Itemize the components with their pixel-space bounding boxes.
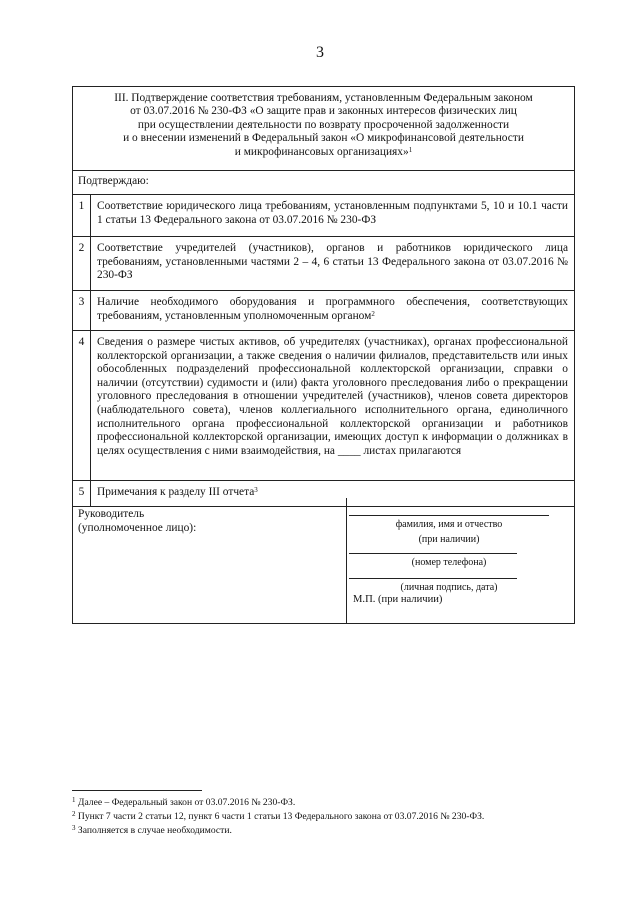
name-caption (349, 519, 549, 546)
phone-field-line[interactable] (349, 553, 517, 554)
signature-divider (346, 498, 347, 624)
item-number: 3 (73, 291, 91, 331)
table-row (73, 331, 574, 481)
section-heading-line-text: и микрофинансовых организациях» (234, 145, 409, 158)
name-caption-line: фамилия, имя и отчество (395, 519, 503, 530)
footnote-ref: 3 (254, 486, 258, 494)
footnote-ref: 1 (408, 145, 413, 154)
footnote (72, 810, 572, 824)
item-text-body: Наличие необходимого оборудования и программного обеспечения, соответствующих требованиям, установленным уполномоченным органом (97, 296, 568, 322)
item-number: 2 (73, 237, 91, 291)
footnote-text: Далее – Федеральный закон от 03.07.2016 № 230-ФЗ. (77, 797, 296, 808)
phone-caption: (номер телефона) (411, 557, 487, 568)
item-text (91, 291, 575, 331)
item-text (91, 237, 575, 291)
signatory-label (78, 508, 196, 535)
item-text (91, 331, 575, 481)
footnote-text: Пункт 7 части 2 статьи 12, пункт 6 части 1 статьи 13 Федерального закона от 03.07.2016 № 230-ФЗ. (77, 811, 485, 822)
item-text-body: Соответствие юридического лица требованиям, установленным подпунктами 5, 10 и 10.1 части 1 статьи 13 Федерального закона от 03.07.2016 № 230-ФЗ (97, 200, 568, 226)
footnote-ref: 2 (371, 309, 375, 318)
item-number: 4 (73, 331, 91, 481)
footnote-mark: 2 (72, 810, 76, 818)
section-heading-line: и о внесении изменений в Федеральный закон «О микрофинансовой деятельности (123, 132, 524, 145)
footnote-mark: 3 (72, 824, 76, 832)
section-heading-line: при осуществлении деятельности по возврату просроченной задолженности (137, 118, 510, 131)
confirm-label: Подтверждаю: (78, 175, 149, 187)
item-text (91, 195, 575, 237)
section-heading-line: от 03.07.2016 № 230-ФЗ «О защите прав и законных интересов физических лиц (130, 105, 517, 118)
table-row (73, 195, 574, 237)
item-text-body: Сведения о размере чистых активов, об учредителях (участниках), органах профессиональной коллекторской организации, а также сведения о наличии филиалов, представительств или иных обособленных подразделений профессиональной коллекторской организации, справки о наличии (отсутствии) судимости и (или) факта уголовного преследования либо о прекращении уголовного преследования в отношении учредителей (участников), членов совета директоров (наблюдательного совета), членов коллегиального исполнительного органа, единоличного исполнительного органа профессиональной коллекторской организации и работников профессиональной коллекторской организации, имеющих доступ к информации о должниках в целях осуществления с ними взаимодействия, на ____ листах прилагаются (97, 336, 568, 457)
item-number: 1 (73, 195, 91, 237)
page-number: 3 (316, 44, 324, 61)
footnote (72, 824, 572, 838)
signature-caption: (личная подпись, дата) (400, 582, 498, 593)
signature-field-line[interactable] (349, 578, 517, 579)
confirmation-items-table (73, 194, 574, 507)
item-number: 5 (73, 481, 91, 507)
table-row (73, 237, 574, 291)
stamp-label: М.П. (при наличии) (353, 594, 443, 605)
table-row (73, 291, 574, 331)
table-row (73, 481, 574, 507)
footnote-text: Заполняется в случае необходимости. (77, 825, 232, 836)
footnote (72, 796, 572, 810)
signatory-title: Руководитель (78, 508, 145, 520)
section-heading-line (81, 146, 566, 159)
section-heading-line: III. Подтверждение соответствия требованиям, установленным Федеральным законом (114, 92, 533, 104)
name-caption-line: (при наличии) (418, 534, 480, 545)
item-text-body: Примечания к разделу III отчета (97, 486, 255, 498)
footnote-mark: 1 (72, 796, 76, 804)
item-text (91, 481, 575, 507)
signatory-subtitle: (уполномоченное лицо): (78, 521, 197, 534)
footnote-divider (72, 790, 202, 791)
form-section-iii (72, 86, 575, 624)
item-text-body: Соответствие учредителей (участников), органов и работников юридического лица требованиям, установленными частями 2 – 4, 6 статьи 13 Федерального закона от 03.07.2016 № 230-ФЗ (97, 242, 568, 282)
footnotes (72, 796, 572, 838)
section-heading (73, 87, 574, 171)
name-field-line[interactable] (349, 515, 549, 516)
